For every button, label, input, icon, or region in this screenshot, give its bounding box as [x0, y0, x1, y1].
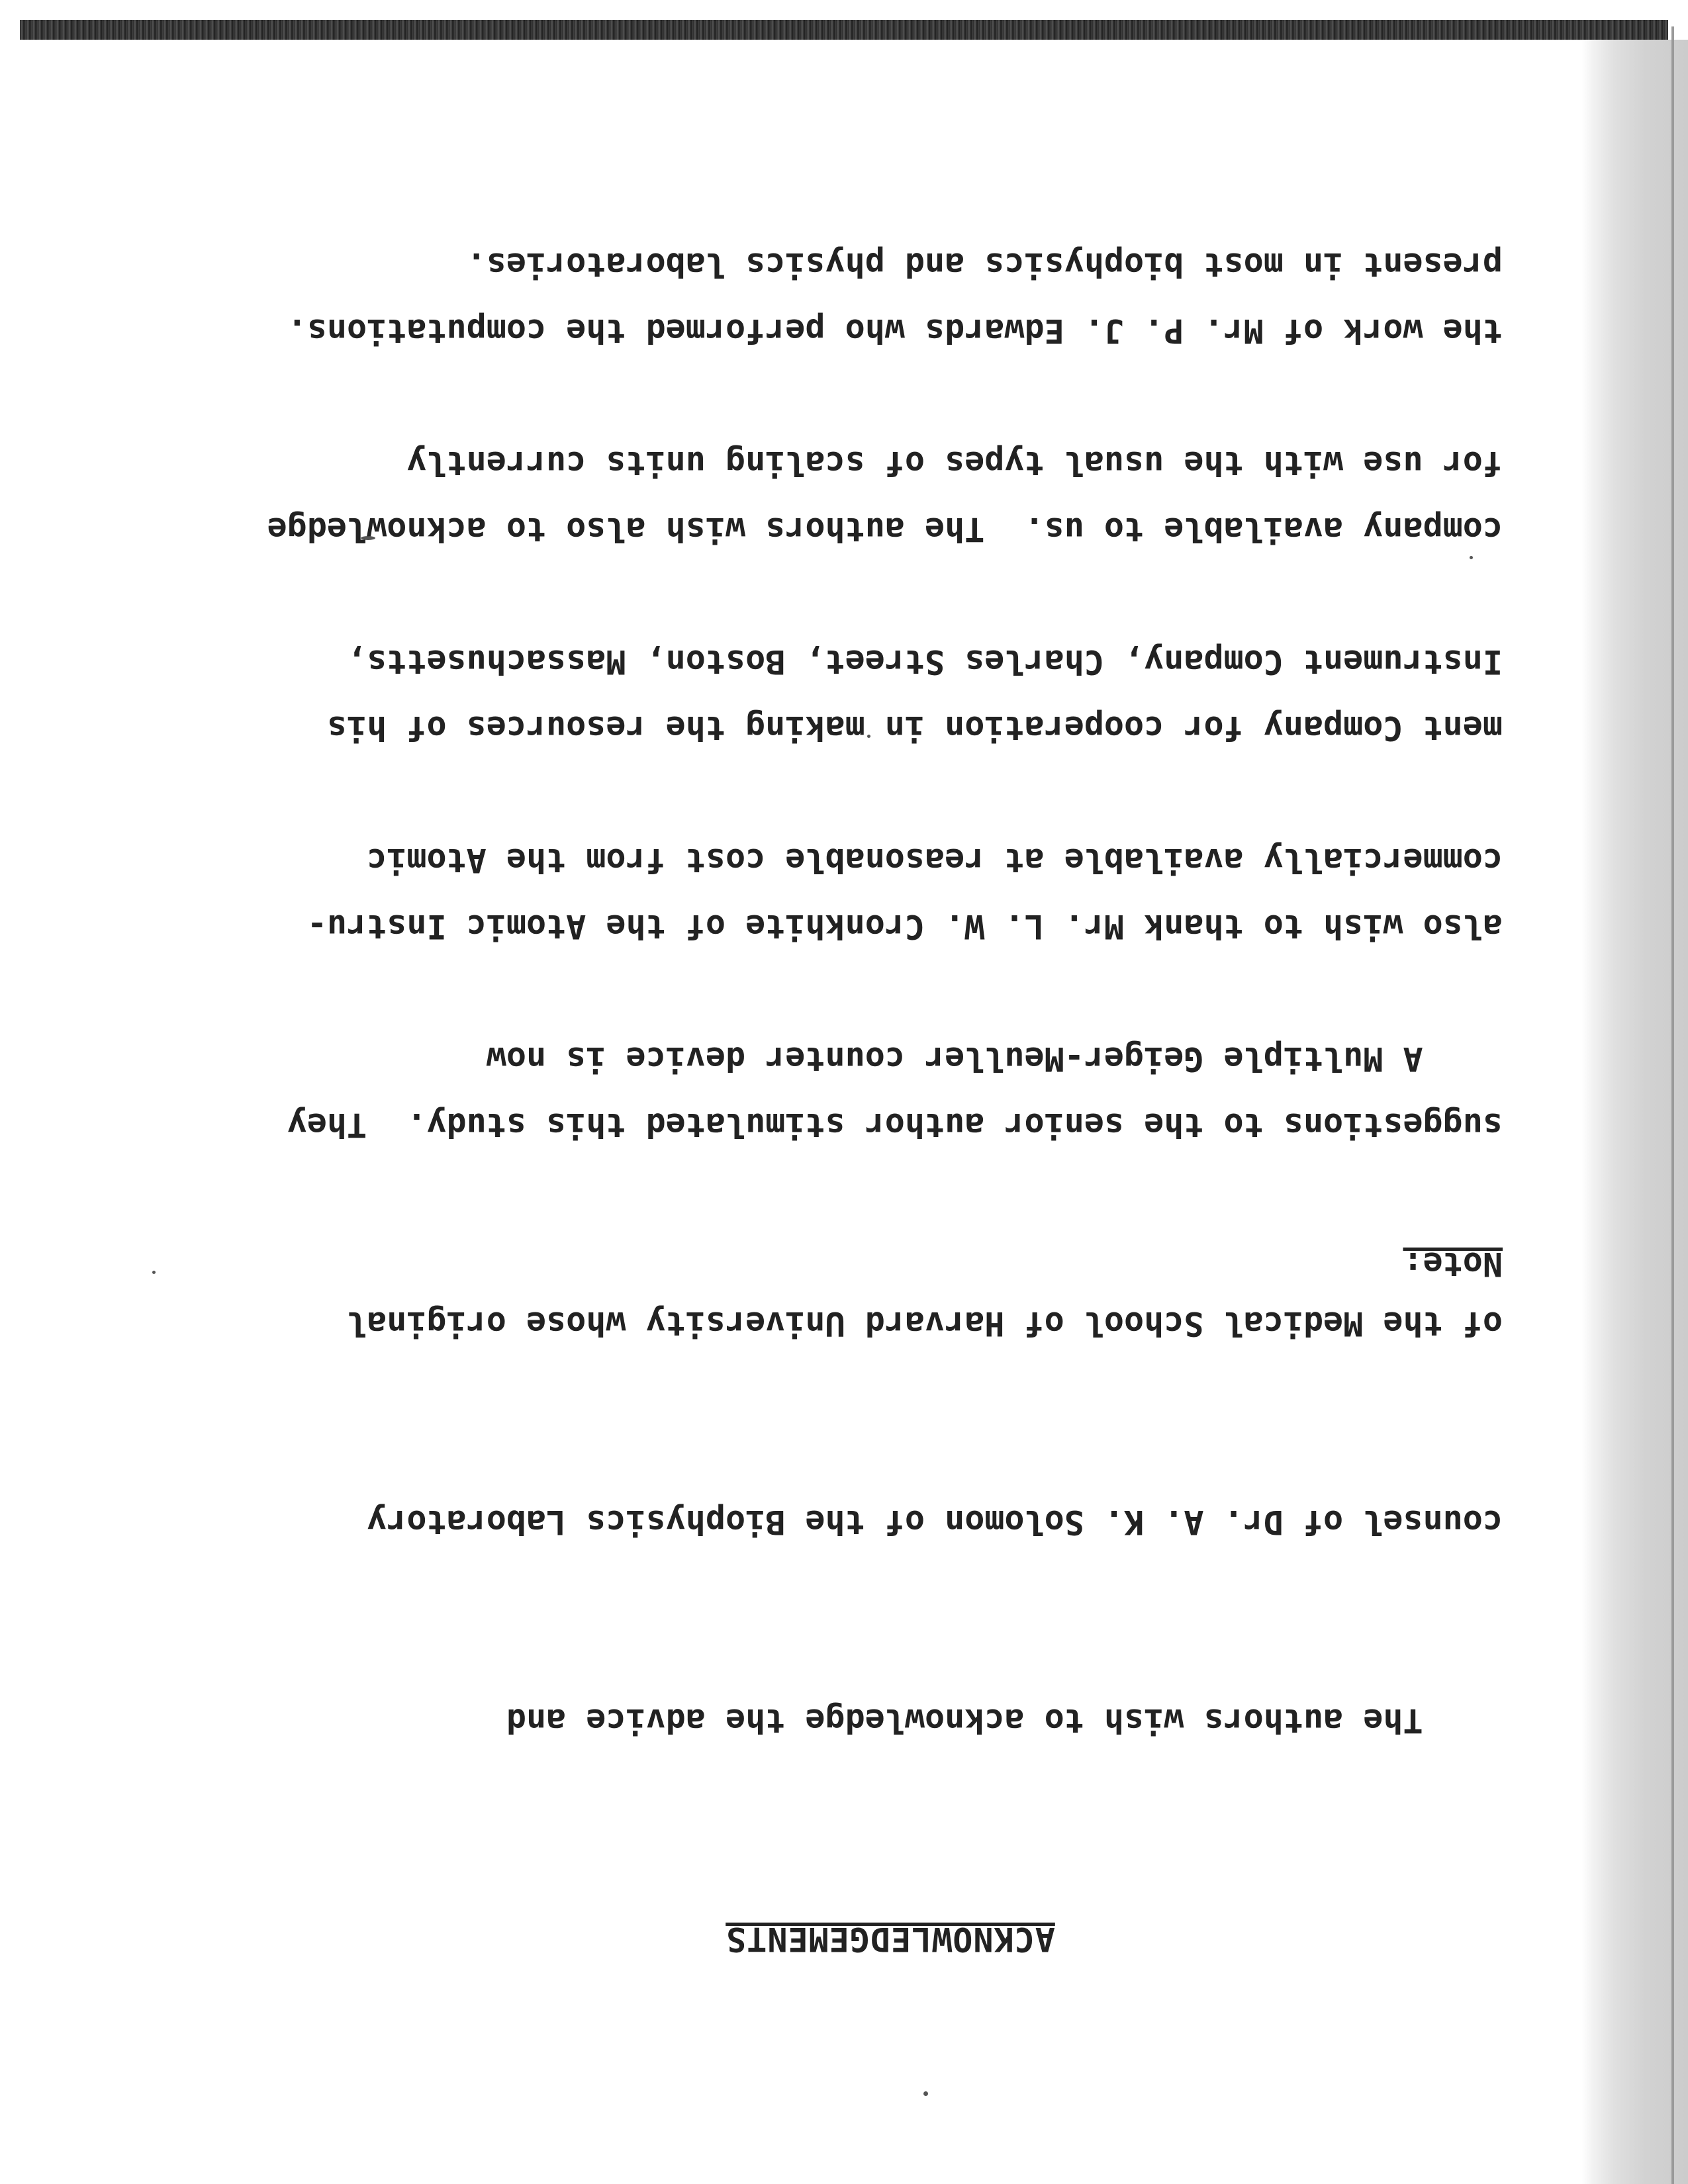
text-line: commercially available at reasonable cost from the Atomic	[367, 841, 1503, 880]
text-line: suggestions to the senior author stimulated this study. They	[287, 1106, 1503, 1144]
scanner-top-edge	[20, 20, 1668, 40]
text-line: Instrument Company, Charles Street, Boston, Massachusetts,	[347, 643, 1503, 681]
text-line: the work of Mr. P. J. Edwards who performed the computations.	[287, 312, 1503, 350]
text-line: for use with the usual types of scaling units currently	[406, 444, 1503, 482]
note-paragraph	[267, 99, 1503, 1224]
text-line: ment Company for cooperation in making the resources of his	[326, 709, 1503, 747]
text-line: of the Medical School of Harvard University whose original	[347, 1304, 1503, 1343]
paper-speck	[923, 2091, 928, 2096]
text-line: The authors wish to acknowledge the advice and	[506, 1702, 1503, 1740]
text-line: counsel of Dr. A. K. Solomon of the Biophysics Laboratory	[367, 1503, 1503, 1541]
acknowledgements-heading: ACKNOWLEDGEMENTS	[726, 1920, 1055, 1958]
upside-down-text-block	[267, 246, 1503, 1959]
text-line: present in most biophysics and physics laboratories.	[466, 246, 1503, 284]
paper-speck	[152, 1271, 156, 1274]
binding-edge-line	[1671, 26, 1674, 2184]
text-line: also wish to thank Mr. L. W. Cronkhite of the Atomic Instru-	[306, 907, 1503, 946]
text-line: company available to us. The authors wish also to acknowledge	[267, 510, 1503, 549]
text-line: A Multiple Geiger-Meuller counter device is now	[486, 1040, 1503, 1078]
note-label: Note:	[1403, 1245, 1503, 1283]
